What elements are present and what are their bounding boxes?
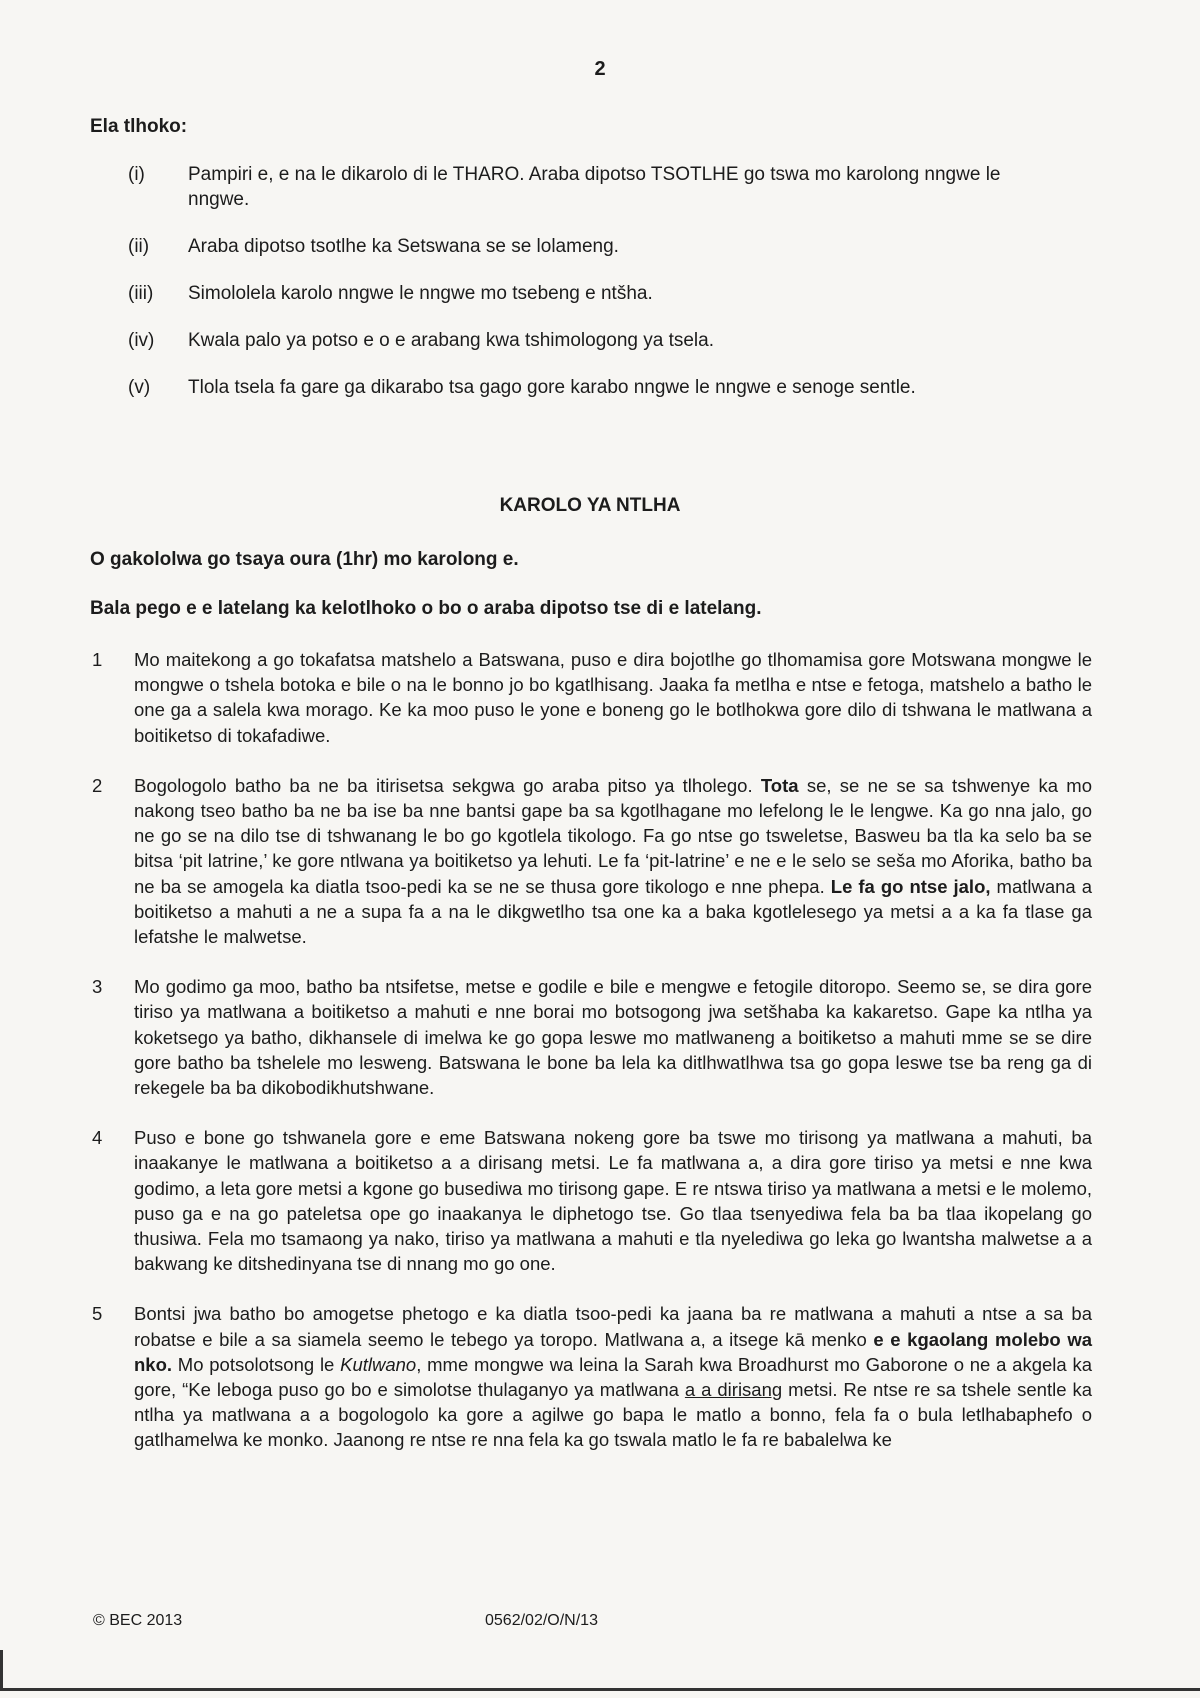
paragraph-5	[92, 1301, 1092, 1452]
text-run: Bogologolo batho ba ne ba itirisetsa sekgwa go araba pitso ya tlholego.	[134, 774, 761, 796]
bold-text: Tota	[760, 774, 799, 796]
paragraph-number: 3	[92, 976, 103, 998]
text-run: se, se ne se sa tshwenye ka mo nakong tseo batho ba ne ba ise ba nne bantsi gape ba sa kgotlhagane mo lefelong le le lengwe. Ka go nna jalo, go ne go se na dilo tse di tshwanang le bo go kgotlela tikologo. Fa go ntse go tsweletse, Basweu ba tla ka selo ba se bitsa ‘pit latrine,’ ke gore ntlwana ya boitiketso ya lehuti. Le fa ‘pit-latrine’ e ne e le selo se seša mo Aforika, batho ba ne ba se amogela ka diatla tsoo-pedi ka se ne se thusa gore tikologo e nne phepa.	[134, 774, 1092, 897]
instruction-number: (i)	[128, 164, 145, 185]
paragraph-4	[92, 1125, 1092, 1276]
paragraph-text	[134, 1301, 1092, 1452]
text-run: , mme mongwe wa leina la Sarah kwa Broadhurst mo Gaborone o ne a akgela ka gore, “Ke leboga puso go bo e simolotse thulaganyo ya matlwana	[134, 1353, 1092, 1401]
text-run: Mo potsolotsong le	[172, 1353, 341, 1375]
instruction-text: Tlola tsela fa gare ga dikarabo tsa gago gore karabo nngwe le nngwe e senoge sentle.	[188, 377, 916, 398]
text-run: Bontsi jwa batho bo amogetse phetogo e ka diatla tsoo-pedi ka jaana ba re matlwana a mahuti a ntse a sa ba robatse e bile a sa siamela seemo le tebego ya toropo. Matlwana a, a itsege kā menko	[134, 1303, 1092, 1350]
text-run: matlwana a boitiketso a mahuti a ne a supa fa a na le dikgwetlho tsa one ka a baka kgotlelesego ya metsi a a ka fa tlase ga lefatshe le malwetse.	[134, 875, 1093, 948]
instruction-text: Kwala palo ya potso e o e arabang kwa tshimologong ya tsela.	[188, 330, 714, 351]
paragraph-3	[92, 974, 1092, 1100]
paragraph-number: 4	[92, 1127, 103, 1149]
read-instruction: Bala pego e e latelang ka kelotlhoko o bo o araba dipotso tse di e latelang.	[90, 598, 762, 619]
instructions-list	[128, 162, 1008, 422]
section-title: KAROLO YA NTLHA	[499, 495, 681, 516]
paragraph-number: 5	[92, 1303, 103, 1325]
instruction-item	[128, 234, 1008, 259]
paragraph-number: 2	[92, 774, 103, 796]
instruction-text: Simololela karolo nngwe le nngwe mo tsebeng e ntšha.	[188, 283, 653, 304]
instruction-item	[128, 375, 1008, 400]
paragraph-text: Puso e bone go tshwanela gore e eme Batswana nokeng gore ba tswe mo tirisong ya matlwana a mahuti, ba inaakanye le matlwana a boitiketso a a dirisang metsi. Le fa matlwana a, a dira gore tiriso ya metsi e nne kwa godimo, a leta gore metsi a kgone go busediwa mo tirisong gape. E re ntswa tiriso ya matlwana a metsi e le molemo, puso ga e na go pateletsa ope go inaakanya le diphetogo tse. Go tlaa tsenyediwa fela ba ba tlaa ikopelang go thusiwa. Fela mo tsamaong ya nako, tiriso ya matlwana a mahuti e tla nyelediwa go leka go lwantsha malwetse a a bakwang ke ditshedinyana tse di nnang mo go one.	[134, 1127, 1092, 1275]
paragraph-text	[134, 773, 1092, 949]
time-note: O gakololwa go tsaya oura (1hr) mo karolong e.	[90, 549, 519, 570]
paragraph-1	[92, 647, 1092, 748]
paragraph-2	[92, 773, 1092, 949]
instructions-heading: Ela tlhoko:	[90, 116, 188, 137]
footer-copyright: © BEC 2013	[93, 1612, 183, 1629]
passage	[92, 647, 1092, 1478]
underlined-text: a a dirisang	[684, 1379, 783, 1401]
instruction-item	[128, 281, 1008, 306]
paragraph-number: 1	[92, 649, 103, 670]
instruction-number: (iii)	[128, 283, 154, 304]
instruction-item	[128, 162, 1008, 212]
instruction-number: (iv)	[128, 330, 155, 351]
instruction-number: (v)	[128, 377, 151, 398]
page-number: 2	[594, 58, 606, 80]
scan-border-left	[0, 1650, 3, 1690]
bold-text: e e kgaolang molebo wa nko.	[134, 1328, 1092, 1375]
instruction-number: (ii)	[128, 236, 150, 257]
instruction-item	[128, 328, 1008, 353]
bold-text: Le fa go ntse jalo,	[830, 875, 991, 897]
text-run: metsi. Re ntse re sa tshele sentle ka ntlha ya matlwana a a bogologolo ka gore a agilwe go bapa le matlo a bonno, fela fa o bula letlhabaphefo o gatlhamelwa ke monko. Jaanong re ntse re nna fela ka go tswala matlo le fa re babalelwa ke	[134, 1379, 1092, 1451]
paragraph-text: Mo maitekong a go tokafatsa matshelo a Batswana, puso e dira bojotlhe go tlhomamisa gore Motswana mongwe le mongwe o tshela botoka e bile o na le bonno jo bo kgatlhisang. Jaaka fa metlha e ntse e fetoga, matshelo a batho le one ga a salela kwa morago. Ke ka moo puso le yone e boneng go le botlhokwa gore dilo di tshwana le matlwana a boitiketso di tokafadiwe.	[134, 649, 1092, 746]
scan-border-bottom	[0, 1688, 1200, 1691]
paragraph-text: Mo godimo ga moo, batho ba ntsifetse, metse e godile e bile e mengwe e fetogile ditoropo. Seemo se, se dira gore tiriso ya matlwana a boitiketso a mahuti e nne borai mo botsogong jwa setšhaba ka kakaretso. Gape ka ntlha ya koketsego ya batho, dikhansele di imelwa ke go gopa leswe mo matlwaneng a boitiketso a mahuti mme se se dire gore batho ba tshelele mo lesweng. Batswana le bone ba lela ka ditlhwatlhwa tsa go gopa leswe tse ba reng ga di rekegele ba ba dikobodikhutshwane.	[134, 976, 1092, 1099]
italic-text: Kutlwano	[340, 1353, 417, 1375]
footer-paper-code: 0562/02/O/N/13	[485, 1612, 598, 1629]
instruction-text: Pampiri e, e na le dikarolo di le THARO. Araba dipotso TSOTLHE go tswa mo karolong nngwe le nngwe.	[188, 164, 1001, 210]
instruction-text: Araba dipotso tsotlhe ka Setswana se se lolameng.	[188, 236, 619, 257]
